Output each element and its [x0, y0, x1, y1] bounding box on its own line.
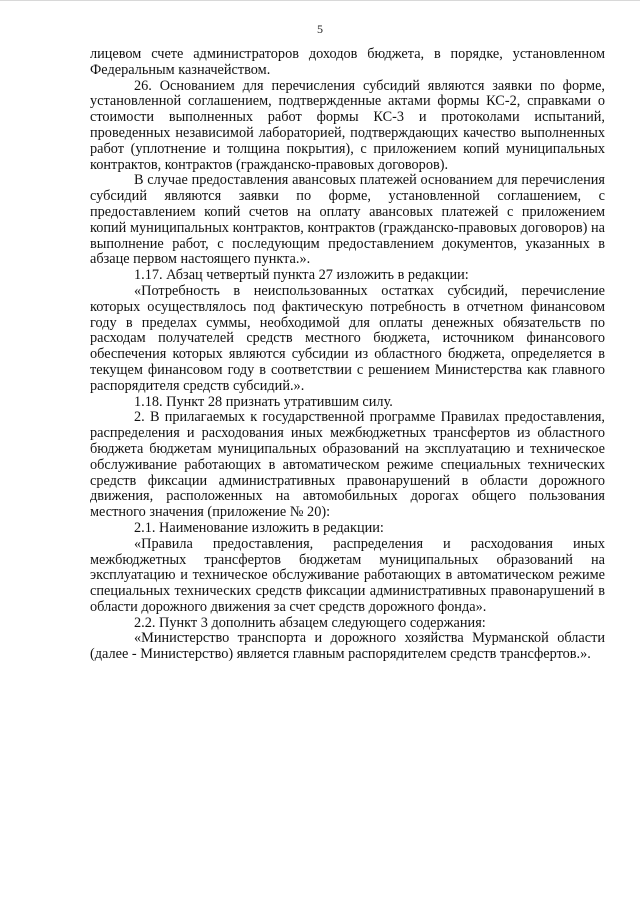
paragraph-advance-payments: В случае предоставления авансовых платежей основанием для перечисления субсидий являются заявки по форме, установленной соглашением, с предоставлением копий счетов на оплату авансовых платежей с приложением копий муниципальных контрактов, контрактов (гражданско-правовых договоров) на выполнение работ, с последующим предоставлением документов, указанных в абзаце первом настоящего пункта.».: [90, 172, 605, 268]
paragraph-2: 2. В прилагаемых к государственной программе Правилах предоставления, распределения и расходования иных межбюджетных трансфертов из областного бюджета бюджетам муниципальных образований на эксплуатацию и техническое обслуживание работающих в автоматическом режиме специальных технических средств фиксации административных правонарушений в области дорожного движения, расположенных на автомобильных дорогах общего пользования местного значения (приложение № 20):: [90, 409, 605, 521]
page-top-edge: [0, 0, 640, 1]
paragraph-continuation: лицевом счете администраторов доходов бюджета, в порядке, установленном Федеральным казначейством.: [90, 46, 605, 78]
paragraph-1-17-quote: «Потребность в неиспользованных остатках субсидий, перечисление которых осуществлялось под фактическую потребность в отчетном финансовом году в пределах суммы, необходимой для оплаты денежных обязательств по расходам получателей средств местного бюджета, источником финансового обеспечения которых являются субсидии из областного бюджета, определяется в текущем финансовом году в соответствии с решением Министерства как главного распорядителя средств субсидий.».: [90, 282, 605, 394]
paragraph-2-1-quote: «Правила предоставления, распределения и расходования иных межбюджетных трансфертов бюджетам муниципальных образований на эксплуатацию и техническое обслуживание работающих в автоматическом режиме специальных технических средств фиксации административных правонарушений в области дорожного движения за счет средств дорожного фонда».: [90, 535, 605, 615]
paragraph-2-1: 2.1. Наименование изложить в редакции:: [134, 519, 384, 536]
paragraph-1-17: 1.17. Абзац четвертый пункта 27 изложить в редакции:: [134, 267, 469, 284]
paragraph-1-18: 1.18. Пункт 28 признать утратившим силу.: [134, 393, 393, 410]
page-number: 5: [317, 22, 323, 36]
paragraph-item-26: 26. Основанием для перечисления субсидий являются заявки по форме, установленной соглашением, подтвержденные актами формы КС-2, справками о стоимости выполненных работ формы КС-3 и протоколами испытаний, проведенных независимой лабораторией, подтверждающих качество выполненных работ (уплотнение и толщина покрытия), с приложением копий муниципальных контрактов, контрактов (гражданско-правовых договоров).: [90, 77, 605, 173]
document-body: [90, 47, 605, 663]
paragraph-2-2: 2.2. Пункт 3 дополнить абзацем следующего содержания:: [134, 614, 486, 631]
paragraph-2-2-quote: «Министерство транспорта и дорожного хозяйства Мурманской области (далее - Министерство) является главным распорядителем средств трансфертов.».: [90, 630, 605, 663]
